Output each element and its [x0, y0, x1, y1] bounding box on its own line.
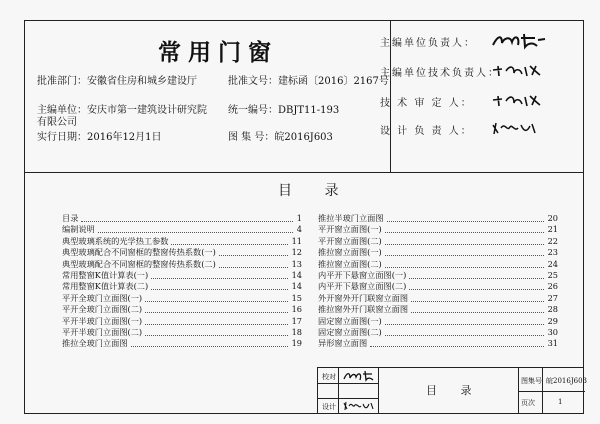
toc-entry[interactable] [62, 338, 302, 349]
toc-leader-dots [409, 270, 544, 279]
toc-entry[interactable] [318, 259, 558, 270]
atlas-label: 图集号 [521, 377, 542, 385]
toc-entry-label: 推拉半玻门立面图 [318, 213, 384, 223]
page-value: 1 [558, 398, 563, 406]
toc-entry-page: 14 [291, 269, 302, 280]
toc-entry-label: 平开窗立面图(二) [318, 235, 382, 246]
signatory-role-reviewer: 技 术 审 定 人： [380, 98, 473, 109]
toc-entry-page: 15 [291, 292, 302, 303]
toc-entry[interactable] [318, 316, 558, 327]
toc-leader-dots [145, 293, 288, 302]
signature-tech-head [490, 62, 550, 80]
cover-header [24, 20, 584, 173]
toc-entry-label: 推拉窗立面图(一) [318, 247, 382, 258]
toc-entry-label: 编制说明 [62, 224, 95, 235]
design-label: 设计 [322, 403, 336, 411]
toc-entry-page: 4 [296, 224, 302, 235]
toc-entry[interactable] [62, 213, 302, 224]
toc-entry-page: 13 [291, 258, 302, 269]
toc-leader-dots [385, 316, 544, 325]
unified-number: 统一编号：DBJT11-193 [228, 105, 340, 116]
toc-leader-dots [385, 236, 544, 245]
toc-entry-label: 平开半玻门立面图(一) [62, 315, 143, 326]
toc-entry-page: 23 [547, 247, 558, 258]
toc-leader-dots [145, 316, 288, 325]
toc-entry-page: 27 [547, 292, 558, 303]
toc-entry[interactable] [62, 236, 302, 247]
toc-entry-label: 内平开下悬窗立面图(一) [318, 269, 407, 280]
atlas-value: 皖2016J603 [546, 377, 587, 385]
toc-leader-dots [370, 338, 544, 347]
implementation-date: 实行日期：2016年12月1日 [37, 132, 162, 143]
toc-leader-dots [145, 327, 288, 336]
toc-entry[interactable] [318, 327, 558, 338]
page-label: 页次 [521, 399, 535, 407]
toc-leader-dots [385, 259, 544, 268]
title-block [317, 367, 587, 414]
signature-reviewer [490, 92, 550, 110]
toc-leader-dots [131, 338, 288, 347]
toc-title: 目 录 [278, 183, 353, 199]
toc-entry[interactable] [62, 293, 302, 304]
toc-entry-page: 21 [547, 224, 558, 235]
toc-entry[interactable] [62, 224, 302, 235]
toc-entry[interactable] [318, 270, 558, 281]
drawing-name: 目 录 [426, 384, 482, 397]
toc-leader-dots [81, 213, 293, 222]
toc-entry-label: 异形窗立面图 [318, 338, 368, 349]
toc-entry-page: 20 [547, 213, 558, 223]
signature-design-head [490, 120, 540, 138]
toc-entry-page: 19 [291, 338, 302, 349]
toc-leader-dots [151, 281, 288, 290]
page-title: 常用门窗 [158, 40, 278, 66]
toc-entry[interactable] [318, 213, 558, 224]
toc-leader-dots [151, 270, 288, 279]
toc-entry-page: 14 [291, 281, 302, 292]
toc-entry-label: 固定窗立面图(一) [318, 315, 382, 326]
toc-entry-page: 24 [547, 258, 558, 269]
toc-entry-label: 目录 [62, 213, 79, 223]
toc-entry-page: 12 [291, 247, 302, 258]
toc-entry[interactable] [62, 304, 302, 315]
toc-entry-label: 平开全玻门立面图(一) [62, 292, 143, 303]
toc-leader-dots [385, 327, 544, 336]
design-signature [342, 400, 376, 412]
toc-entry-label: 常用整窗K值计算表(二) [62, 281, 149, 292]
toc-leader-dots [411, 293, 544, 302]
toc-entry-label: 推拉全玻门立面图 [62, 338, 128, 349]
toc-entry-label: 典型玻璃配合不同窗框的整窗传热系数(一) [62, 247, 216, 258]
toc-entry-page: 16 [291, 304, 302, 315]
toc-entry-label: 推拉窗立面图(二) [318, 258, 382, 269]
toc-leader-dots [98, 224, 293, 233]
toc-entry-label: 外开窗外开门联窗立面图 [318, 292, 409, 303]
toc-leader-dots [219, 247, 288, 256]
toc-entry-page: 22 [547, 235, 558, 246]
toc-leader-dots [171, 236, 288, 245]
toc-entry[interactable] [318, 236, 558, 247]
toc-entry-label: 平开半玻门立面图(二) [62, 326, 143, 337]
toc-entry-label: 平开窗立面图(一) [318, 224, 382, 235]
toc-entry-label: 内平开下悬窗立面图(二) [318, 281, 407, 292]
toc-entry-page: 25 [547, 269, 558, 280]
toc-entry-page: 11 [291, 235, 302, 246]
toc-leader-dots [409, 281, 544, 290]
check-signature [342, 370, 376, 382]
toc-entry-page: 29 [547, 315, 558, 326]
toc-leader-dots [219, 259, 288, 268]
toc-entry[interactable] [318, 338, 558, 349]
toc-left-column [62, 213, 302, 350]
toc-leader-dots [385, 224, 544, 233]
signatory-role-design-head: 设 计 负 责 人： [380, 126, 473, 137]
signature-chief-editor [490, 32, 550, 52]
approval-doc: 批准文号：建标函〔2016〕2167号 [228, 76, 389, 87]
toc-entry[interactable] [318, 281, 558, 292]
toc-leader-dots [387, 213, 544, 222]
toc-entry-page: 1 [296, 213, 302, 223]
toc-entry[interactable] [62, 327, 302, 338]
toc-leader-dots [411, 304, 544, 313]
toc-entry[interactable] [62, 316, 302, 327]
toc-entry[interactable] [62, 281, 302, 292]
toc-entry[interactable] [62, 247, 302, 258]
toc-entry[interactable] [318, 293, 558, 304]
atlas-number: 图 集 号：皖2016J603 [228, 132, 333, 143]
toc-entry[interactable] [318, 247, 558, 258]
toc-entry-label: 平开全玻门立面图(二) [62, 304, 143, 315]
toc-entry-label: 典型玻璃系统的光学热工参数 [62, 235, 169, 246]
toc-entry-page: 26 [547, 281, 558, 292]
toc-entry[interactable] [62, 270, 302, 281]
toc-entry[interactable] [62, 259, 302, 270]
toc-entry-label: 典型玻璃配合不同窗框的整窗传热系数(二) [62, 258, 216, 269]
toc-entry-page: 18 [291, 326, 302, 337]
editor-unit: 主编单位：安庆市第一建筑设计研究院有限公司 [37, 105, 207, 128]
signatory-role-tech-head: 主编单位技术负责人： [380, 68, 500, 79]
toc-entry-page: 30 [547, 326, 558, 337]
toc-leader-dots [145, 304, 288, 313]
check-label: 校对 [322, 373, 336, 381]
toc-entry-label: 常用整窗K值计算表(一) [62, 269, 149, 280]
toc-entry-label: 固定窗立面图(二) [318, 326, 382, 337]
toc-leader-dots [385, 247, 544, 256]
toc-entry-page: 31 [547, 338, 558, 349]
toc-entry-label: 推拉窗外开门联窗立面图 [318, 304, 409, 315]
toc-entry-page: 28 [547, 304, 558, 315]
approval-dept: 批准部门：安徽省住房和城乡建设厅 [37, 76, 197, 87]
toc-entry[interactable] [318, 304, 558, 315]
toc-entry[interactable] [318, 224, 558, 235]
toc-right-column [318, 213, 558, 350]
signatory-role-chief-editor: 主编单位负责人： [380, 38, 476, 49]
toc-entry-page: 17 [291, 315, 302, 326]
